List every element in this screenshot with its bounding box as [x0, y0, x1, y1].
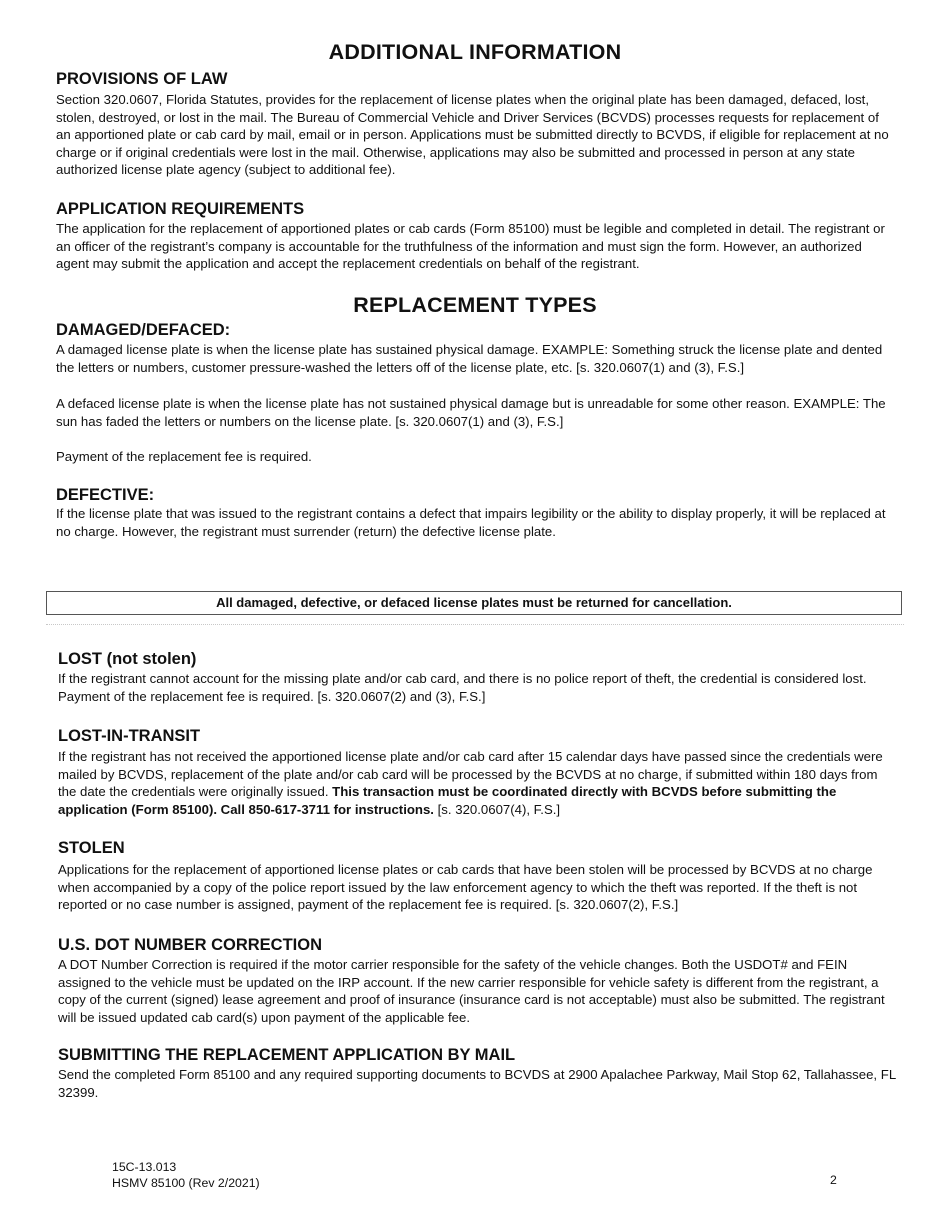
transit-heading: LOST-IN-TRANSIT: [58, 727, 201, 745]
defaced-text: A defaced license plate is when the license plate has not sustained physical damage but is unreadable for some other reason. EXAMPLE: The sun has faded the letters or numbers on the license plate. [s. 320.0607(1) and (3), F.S.]: [56, 396, 886, 429]
dotted-divider: [46, 624, 904, 627]
transit-text-start: If the registrant has not received the apportioned license plate and/or cab card after 15 calendar days have passed since the credentials were mailed by BCVDS, replacement of the plate and/or cab card will be processed by the BCVDS at no charge, if submitted within 180 days from the date the credentials were originally issued.: [58, 749, 883, 800]
footer-rule: 15C-13.013: [112, 1160, 177, 1174]
dot-text: A DOT Number Correction is required if the motor carrier responsible for the safety of the vehicle changes. Both the USDOT# and FEIN assigned to the vehicle must be updated on the IRP account. If the new carrier responsible for vehicle safety is different from the registrant, a copy of the current (signed) lease agreement and proof of insurance (insurance card is not acceptable) must also be submitted. The registrant will be issued updated cab card(s) upon payment of the applicable fee.: [58, 957, 885, 1025]
transit-text-end: [s. 320.0607(4), F.S.]: [433, 801, 561, 817]
stolen-heading: STOLEN: [58, 839, 125, 857]
requirements-text: The application for the replacement of apportioned plates or cab cards (Form 85100) must be legible and completed in detail. The registrant or an officer of the registrant’s company is accountable for the truthfulness of the information and must sign the form. However, an authorized agent may submit the application and accept the replacement credentials on behalf of the registrant.: [56, 221, 885, 272]
defective-text: If the license plate that was issued to the registrant contains a defect that impairs legibility or the ability to display properly, it will be replaced at no charge. However, the registrant must surrender (return) the defective license plate.: [56, 506, 886, 539]
mail-text: Send the completed Form 85100 and any required supporting documents to BCVDS at 2900 Apalachee Parkway, Mail Stop 62, Tallahassee, FL 32399.: [58, 1067, 896, 1100]
footer-form-number: HSMV 85100 (Rev 2/2021): [112, 1176, 260, 1190]
lost-text: If the registrant cannot account for the missing plate and/or cab card, and there is no police report of theft, the credential is considered lost. Payment of the replacement fee is required. [s. 320.0607(2) and (3), F.S.]: [58, 671, 867, 704]
provisions-heading: PROVISIONS OF LAW: [56, 70, 228, 88]
transit-text: [58, 748, 896, 818]
transit-text-bold: This transaction must be coordinated directly with BCVDS before submitting the application (Form 85100). Call 850-617-3711 for instructions.: [58, 784, 837, 817]
damaged-heading: DAMAGED/DEFACED:: [56, 321, 231, 339]
mail-heading: SUBMITTING THE REPLACEMENT APPLICATION BY MAIL: [58, 1046, 516, 1064]
lost-heading: LOST (not stolen): [58, 650, 197, 668]
page-number: 2: [830, 1173, 837, 1187]
stolen-text: Applications for the replacement of apportioned license plates or cab cards that have been stolen will be processed by BCVDS at no charge when accompanied by a copy of the police report issued by the law enforcement agency to which the theft was reported. If the theft is not reported or no case number is assigned, payment of the replacement fee is required. [s. 320.0607(2), F.S.]: [58, 862, 873, 913]
replacement-types-title: REPLACEMENT TYPES: [353, 293, 597, 317]
requirements-heading: APPLICATION REQUIREMENTS: [56, 200, 305, 218]
provisions-text: Section 320.0607, Florida Statutes, provides for the replacement of license plates when the original plate has been damaged, defaced, lost, stolen, destroyed, or lost in the mail. The Bureau of Commercial Vehicle and Driver Services (BCVDS) processes requests for replacement of an apportioned plate or cab card by mail, email or in person. Applications must be submitted directly to BCVDS, if eligible for replacement at no charge or if original credentials were lost in the mail. Otherwise, applications may also be submitted and processed in person at any state authorized license plate agency (subject to additional fee).: [56, 92, 889, 178]
damaged-text: A damaged license plate is when the license plate has sustained physical damage. EXAMPLE: Something struck the license plate and dented the letters or numbers, customer pressure-washed the letters off of the license plate, etc. [s. 320.0607(1) and (3), F.S.]: [56, 342, 883, 375]
fee-note: Payment of the replacement fee is required.: [56, 449, 312, 464]
return-notice-box: All damaged, defective, or defaced license plates must be returned for cancellation.: [46, 591, 902, 615]
dot-heading: U.S. DOT NUMBER CORRECTION: [58, 936, 322, 954]
page-title: ADDITIONAL INFORMATION: [328, 40, 622, 64]
defective-heading: DEFECTIVE:: [56, 486, 155, 504]
